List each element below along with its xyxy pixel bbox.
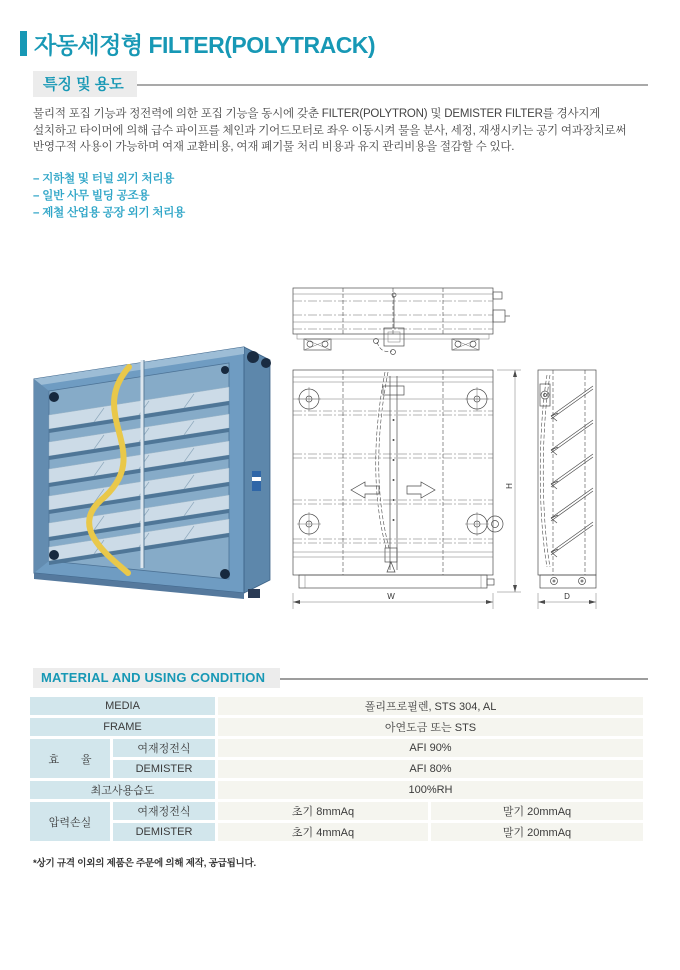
pressure-sub2-initial: 초기 4mmAq (218, 823, 428, 841)
pressure-sub1-final: 말기 20mmAq (431, 802, 643, 820)
material-section-header (33, 668, 648, 688)
page-title: 자동세정형 FILTER(POLYTRACK) (34, 32, 376, 58)
dimension-height (497, 370, 521, 592)
title-accent-bar (20, 31, 27, 56)
product-photo-image (22, 333, 280, 605)
dimension-depth (538, 592, 596, 609)
pressure-sub1-initial: 초기 8mmAq (218, 802, 428, 820)
efficiency-sub2-value: AFI 80% (218, 760, 643, 778)
plan-view (293, 288, 510, 355)
application-item: – 지하철 및 터널 외기 처리용 (33, 173, 175, 185)
media-label: MEDIA (30, 697, 215, 715)
table-row (30, 823, 643, 841)
page-header (20, 27, 375, 60)
dimension-width (293, 592, 493, 609)
pressure-sub1-label: 여재정전식 (113, 802, 215, 820)
efficiency-label: 효 율 (30, 739, 110, 778)
front-view (293, 370, 503, 588)
pressure-sub2-final: 말기 20mmAq (431, 823, 643, 841)
paragraph-line: 반영구적 사용이 가능하며 여재 교환비용, 여재 폐기물 처리 비용과 유지 관리비용을 절감할 수 있다. (33, 141, 515, 153)
dim-depth-label: D (564, 592, 570, 601)
table-row (30, 760, 643, 778)
table-row (30, 697, 643, 715)
efficiency-sub1-value: AFI 90% (218, 739, 643, 757)
frame-value: 아연도금 또는 STS (218, 718, 643, 736)
efficiency-sub2-label: DEMISTER (113, 760, 215, 778)
table-footnote: *상기 규격 이외의 제품은 주문에 의해 제작, 공급됩니다. (33, 858, 256, 869)
paragraph-line: 물리적 포집 기능과 정전력에 의한 포집 기능을 동시에 갖춘 FILTER(POLYTRON) 및 DEMISTER FILTER를 경사지게 (33, 108, 601, 120)
application-item: – 제철 산업용 공장 외기 처리용 (33, 207, 186, 219)
media-value: 폴리프로필렌, STS 304, AL (218, 697, 643, 715)
frame-label: FRAME (30, 718, 215, 736)
table-row (30, 739, 643, 757)
side-view (538, 370, 596, 588)
technical-drawings (291, 280, 606, 612)
application-item: – 일반 사무 빌딩 공조용 (33, 190, 150, 202)
table-row (30, 781, 643, 799)
right-travel-arrow (407, 482, 435, 498)
material-heading: MATERIAL AND USING CONDITION (33, 668, 280, 688)
left-travel-arrow (351, 482, 379, 498)
humidity-label: 최고사용습도 (30, 781, 215, 799)
features-section-header (33, 71, 648, 97)
applications-list (33, 171, 185, 222)
table-row (30, 802, 643, 820)
features-heading: 특징 및 용도 (33, 71, 137, 97)
humidity-value: 100%RH (218, 781, 643, 799)
efficiency-sub1-label: 여재정전식 (113, 739, 215, 757)
table-row (30, 718, 643, 736)
material-heading-rule (280, 678, 648, 680)
pressure-sub2-label: DEMISTER (113, 823, 215, 841)
material-spec-table (27, 694, 646, 844)
pressure-label: 압력손실 (30, 802, 110, 841)
features-paragraph (33, 106, 626, 156)
dim-height-label: H (505, 483, 514, 489)
features-heading-rule (137, 84, 648, 86)
dim-width-label: W (387, 592, 395, 601)
paragraph-line: 설치하고 타이머에 의해 급수 파이프를 체인과 기어드모터로 좌우 이동시켜 물을 분사, 세정, 재생시키는 공기 여과장치로써 (33, 124, 627, 137)
